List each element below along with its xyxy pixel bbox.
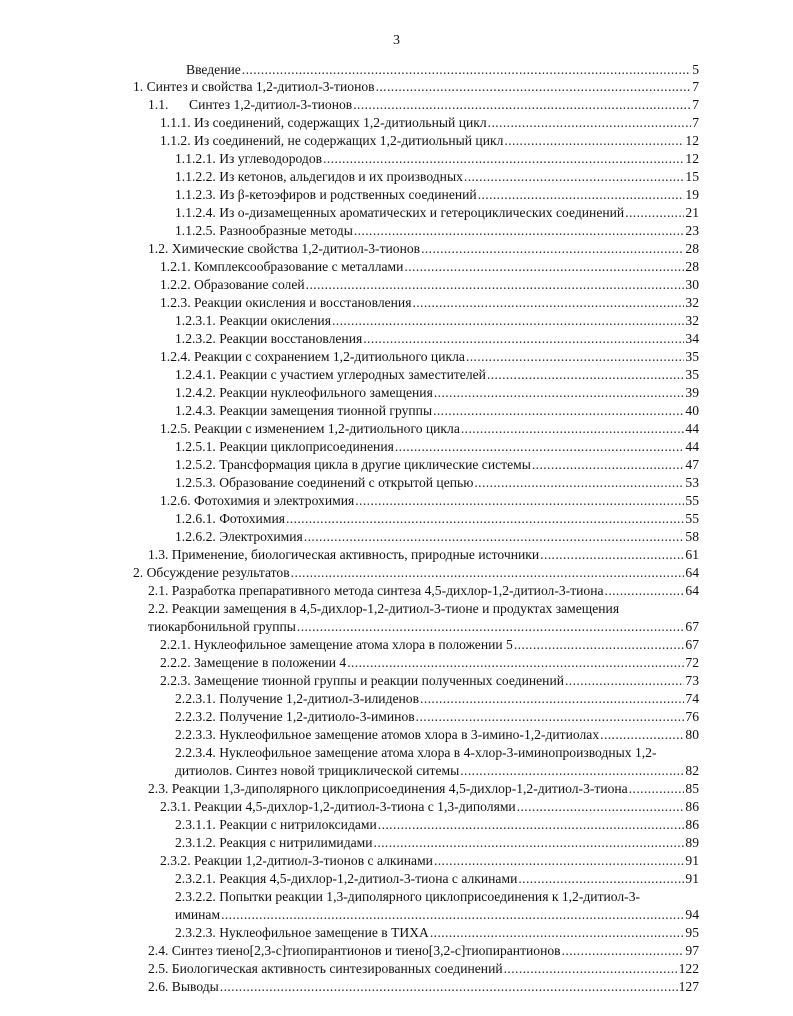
toc-page: 86 <box>685 817 699 832</box>
toc-page: 127 <box>678 979 699 994</box>
toc-page: 44 <box>685 439 699 454</box>
toc-leader <box>605 582 685 600</box>
toc-page: 19 <box>685 187 699 202</box>
toc-entry <box>175 204 699 222</box>
toc-entry <box>175 690 699 708</box>
toc-entry <box>160 636 699 654</box>
toc-page: 7 <box>692 115 699 130</box>
toc-title: Реакции 1,2-дитиол-3-тионов с алкинами <box>194 853 433 868</box>
toc-page: 64 <box>685 583 699 598</box>
toc-entry <box>148 960 699 978</box>
toc-leader <box>460 762 684 780</box>
toc-leader <box>221 906 684 924</box>
toc-title: Получение 1,2-дитиол-3-илиденов <box>219 691 420 706</box>
toc-title: Фотохимия <box>219 511 285 526</box>
toc-leader <box>562 942 685 960</box>
toc-page: 34 <box>685 331 699 346</box>
toc-title: Химические свойства 1,2-дитиол-3-тионов <box>171 241 421 256</box>
toc-leader <box>374 834 685 852</box>
toc-leader <box>504 132 684 150</box>
toc-page: 95 <box>685 925 699 940</box>
toc-number: 1.2.5.2. <box>175 457 216 472</box>
toc-leader <box>242 61 691 79</box>
toc-title: Реакция 4,5-дихлор-1,2-дитиол-3-тиона с алкинами <box>219 871 518 886</box>
toc-entry <box>175 150 699 168</box>
toc-leader <box>286 510 684 528</box>
toc-leader <box>378 816 685 834</box>
toc-page: 47 <box>685 457 699 472</box>
toc-title: Из соединений, содержащих 1,2-дитиольный цикл <box>194 115 487 130</box>
toc-page: 122 <box>678 961 699 976</box>
toc-leader <box>355 492 684 510</box>
toc-leader <box>464 168 685 186</box>
toc-entry <box>175 906 699 924</box>
toc-entry <box>160 420 699 438</box>
toc-leader <box>466 348 685 366</box>
toc-title: Реакции 1,3-диполярного циклоприсоединения 4,5-дихлор-1,2-дитиол-3-тиона <box>171 781 628 796</box>
toc-entry <box>186 61 699 79</box>
toc-entry <box>160 348 699 366</box>
toc-page: 35 <box>685 367 699 382</box>
toc-number: 1.1.2.5. <box>175 223 216 238</box>
toc-number: 1.1.2.1. <box>175 151 216 166</box>
toc-number: 2.2.3.2. <box>175 709 216 724</box>
toc-leader <box>291 564 685 582</box>
toc-page: 7 <box>692 97 699 112</box>
toc-leader <box>416 708 685 726</box>
toc-number: 1.2.4.3. <box>175 403 216 418</box>
toc-title: Реакции с нитрилоксидами <box>219 817 377 832</box>
toc-number: 1.2.6.1. <box>175 511 216 526</box>
toc-leader <box>461 420 685 438</box>
toc-page: 91 <box>685 853 699 868</box>
toc-leader <box>474 474 684 492</box>
toc-entry-first-line <box>175 888 640 906</box>
toc-page: 89 <box>685 835 699 850</box>
toc-entry <box>148 582 699 600</box>
toc-title: Образование соединений с открытой цепью <box>219 475 474 490</box>
toc-leader <box>518 870 684 888</box>
toc-leader <box>353 96 691 114</box>
toc-leader <box>363 330 684 348</box>
toc-title: Реакция с нитрилимидами <box>219 835 373 850</box>
toc-leader <box>332 312 684 330</box>
toc-entry <box>148 978 699 996</box>
toc-number: 2.3. <box>148 781 169 796</box>
toc-number: 1.1.2.2. <box>175 169 216 184</box>
toc-title: Разработка препаративного метода синтеза 4,5-дихлор-1,2-дитиол-3-тиона <box>171 583 604 598</box>
toc-entry <box>148 942 699 960</box>
toc-number: 1.2.3.2. <box>175 331 216 346</box>
toc-leader <box>412 294 684 312</box>
toc-number: 2.2. <box>148 601 169 616</box>
toc-entry <box>175 366 699 384</box>
toc-title: Реакции окисления и восстановления <box>194 295 412 310</box>
toc-entry <box>175 762 699 780</box>
toc-entry <box>175 222 699 240</box>
toc-page: 39 <box>685 385 699 400</box>
toc-page: 28 <box>685 259 699 274</box>
toc-entry <box>175 726 699 744</box>
toc-page: 67 <box>685 637 699 652</box>
toc-number: 1.1.2.3. <box>175 187 216 202</box>
toc-title: Попытки реакции 1,3-диполярного циклоприсоединения к 1,2-дитиол-3- <box>219 889 641 904</box>
toc-number: 2.2.1. <box>160 637 191 652</box>
toc-title: Синтез тиено[2,3-c]тиопирантионов и тиено[3,2-c]тиопирантионов <box>171 943 561 958</box>
toc-title: Синтез 1,2-дитиол-3-тионов <box>189 97 353 112</box>
toc-page: 55 <box>685 511 699 526</box>
toc-page: 15 <box>685 169 699 184</box>
toc-title-continuation: дитиолов. Синтез новой трициклической ситемы <box>175 763 460 778</box>
toc-number: 1.2. <box>148 241 169 256</box>
toc-entry-first-line <box>175 744 656 762</box>
toc-page: 40 <box>685 403 699 418</box>
toc-page: 97 <box>685 943 699 958</box>
toc-page: 12 <box>685 133 699 148</box>
toc-page: 7 <box>692 79 699 94</box>
toc-entry <box>148 240 699 258</box>
toc-entry <box>175 708 699 726</box>
toc-page: 80 <box>685 727 699 742</box>
toc-page: 73 <box>685 673 699 688</box>
toc-title: Электрохимия <box>219 529 303 544</box>
toc-page: 5 <box>692 62 699 77</box>
toc-number: 1.2.4.2. <box>175 385 216 400</box>
toc-number: 2.2.3. <box>160 673 191 688</box>
toc-page: 64 <box>685 565 699 580</box>
toc-page: 86 <box>685 799 699 814</box>
toc-leader <box>532 456 685 474</box>
toc-page: 53 <box>685 475 699 490</box>
toc-page: 67 <box>685 619 699 634</box>
toc-leader <box>395 438 685 456</box>
toc-title: Выводы <box>171 979 219 994</box>
toc-entry <box>160 492 699 510</box>
toc-title: Введение <box>186 62 241 77</box>
toc-leader <box>517 798 685 816</box>
toc-page: 35 <box>685 349 699 364</box>
toc-entry <box>148 546 699 564</box>
toc-title: Реакции с участием углеродных заместителей <box>219 367 486 382</box>
toc-leader <box>629 780 685 798</box>
toc-number: 1.2.3. <box>160 295 191 310</box>
toc-entry <box>133 78 699 96</box>
toc-number: 1.2.6.2. <box>175 529 216 544</box>
toc-number: 2.5. <box>148 961 169 976</box>
toc-leader <box>376 78 692 96</box>
toc-entry <box>133 564 699 582</box>
toc-leader <box>220 978 678 996</box>
toc-number: 1.2.1. <box>160 259 191 274</box>
toc-number: 2.2.3.3. <box>175 727 216 742</box>
toc-title: Реакции с сохранением 1,2-дитиольного цикла <box>194 349 465 364</box>
toc-entry <box>148 618 699 636</box>
toc-page: 12 <box>685 151 699 166</box>
toc-page: 30 <box>685 277 699 292</box>
toc-page: 32 <box>685 313 699 328</box>
toc-title: Нуклеофильное замещение атомов хлора в 3-имино-1,2-дитиолах <box>219 727 600 742</box>
toc-entry <box>175 312 699 330</box>
toc-page: 32 <box>685 295 699 310</box>
toc-entry <box>175 816 699 834</box>
toc-number: 2.2.3.4. <box>175 745 216 760</box>
toc-title: Из кетонов, альдегидов и их производных <box>219 169 463 184</box>
toc-leader <box>323 150 684 168</box>
toc-title: Замещение тионной группы и реакции полученных соединений <box>194 673 564 688</box>
toc-title: Из углеводородов <box>219 151 323 166</box>
toc-leader <box>625 204 684 222</box>
toc-leader <box>304 528 685 546</box>
toc-title: Реакции замещения в 4,5-дихлор-1,2-дитиол-3-тионе и продуктах замещения <box>171 601 620 616</box>
toc-leader <box>420 690 684 708</box>
toc-number: 2.3.2.3. <box>175 925 216 940</box>
toc-leader <box>354 222 685 240</box>
toc-title: Реакции нуклеофильного замещения <box>219 385 433 400</box>
toc-title: Из соединений, не содержащих 1,2-дитиольный цикл <box>194 133 504 148</box>
toc-number: 2.3.2.2. <box>175 889 216 904</box>
toc-leader <box>434 384 685 402</box>
toc-leader <box>478 186 685 204</box>
toc-leader <box>565 672 684 690</box>
toc-number: 1. <box>133 79 144 94</box>
toc-entry <box>148 780 699 798</box>
toc-leader <box>297 618 685 636</box>
toc-entry <box>175 168 699 186</box>
toc-number: 2.2.2. <box>160 655 191 670</box>
toc-number: 2.4. <box>148 943 169 958</box>
toc-title-continuation: иминам <box>175 907 221 922</box>
toc-title: Комплексообразование с металлами <box>194 259 404 274</box>
toc-title: Образование солей <box>194 277 305 292</box>
toc-number: 1.2.4. <box>160 349 191 364</box>
toc-page: 76 <box>685 709 699 724</box>
toc-leader <box>514 636 685 654</box>
toc-entry <box>160 654 699 672</box>
toc-title: Реакции с изменением 1,2-дитиольного цикла <box>194 421 460 436</box>
toc-entry <box>160 132 699 150</box>
toc-title: Обсуждение результатов <box>146 565 290 580</box>
toc-entry <box>175 924 699 942</box>
toc-entry <box>175 186 699 204</box>
toc-leader <box>433 402 684 420</box>
toc-leader <box>504 960 678 978</box>
toc-page: 85 <box>685 781 699 796</box>
toc-page: 82 <box>685 763 699 778</box>
toc-number: 1.2.5.3. <box>175 475 216 490</box>
toc-page: 44 <box>685 421 699 436</box>
page-number: 3 <box>393 33 400 48</box>
toc-leader <box>434 852 684 870</box>
toc-entry <box>160 276 699 294</box>
toc-title: Разнообразные методы <box>219 223 353 238</box>
toc-number: 2.3.1.1. <box>175 817 216 832</box>
toc-number: 2. <box>133 565 144 580</box>
toc-number: 1.2.3.1. <box>175 313 216 328</box>
toc-number: 1.1.2. <box>160 133 191 148</box>
toc-number: 2.1. <box>148 583 169 598</box>
toc-leader <box>487 366 684 384</box>
toc-leader <box>404 258 684 276</box>
toc-title: Нуклеофильное замещение в ТИХА <box>219 925 429 940</box>
toc-leader <box>421 240 684 258</box>
toc-number: 2.3.2. <box>160 853 191 868</box>
toc-page: 23 <box>685 223 699 238</box>
toc-title: Реакции восстановления <box>219 331 363 346</box>
toc-page: 74 <box>685 691 699 706</box>
toc-entry <box>160 852 699 870</box>
toc-entry <box>175 528 699 546</box>
toc-leader <box>430 924 685 942</box>
toc-number: 2.2.3.1. <box>175 691 216 706</box>
toc-number: 2.3.2.1. <box>175 871 216 886</box>
toc-entry <box>175 402 699 420</box>
toc-entry <box>160 258 699 276</box>
toc-entry <box>148 96 699 114</box>
toc-entry <box>160 672 699 690</box>
toc-entry <box>175 384 699 402</box>
toc-leader <box>306 276 685 294</box>
toc-leader <box>488 114 692 132</box>
toc-title: Реакции циклоприсоединения <box>219 439 394 454</box>
toc-page: 61 <box>685 547 699 562</box>
toc-number: 1.3. <box>148 547 169 562</box>
toc-leader <box>600 726 684 744</box>
toc-title: Из β-кетоэфиров и родственных соединений <box>219 187 477 202</box>
toc-number: 2.6. <box>148 979 169 994</box>
toc-title: Реакции замещения тионной группы <box>219 403 433 418</box>
toc-title-continuation: тиокарбонильной группы <box>148 619 296 634</box>
toc-number: 1.1.1. <box>160 115 191 130</box>
toc-number: 1.2.6. <box>160 493 191 508</box>
toc-page: 55 <box>685 493 699 508</box>
toc-entry <box>175 870 699 888</box>
toc-entry <box>175 510 699 528</box>
toc-title: Применение, биологическая активность, природные источники <box>171 547 540 562</box>
toc-entry <box>175 330 699 348</box>
toc-number: 1.2.2. <box>160 277 191 292</box>
toc-page: 91 <box>685 871 699 886</box>
toc-leader <box>540 546 684 564</box>
toc-number: 1.2.4.1. <box>175 367 216 382</box>
toc-entry <box>160 294 699 312</box>
toc-page: 72 <box>685 655 699 670</box>
toc-entry <box>175 438 699 456</box>
toc-entry <box>160 798 699 816</box>
toc-entry-first-line <box>148 600 619 618</box>
toc-title: Замещение в положении 4 <box>194 655 347 670</box>
toc-leader <box>347 654 684 672</box>
toc-page: 28 <box>685 241 699 256</box>
toc-title: Реакции окисления <box>219 313 331 328</box>
toc-page: 58 <box>685 529 699 544</box>
toc-page: 21 <box>685 205 699 220</box>
toc-title: Нуклеофильное замещение атома хлора в 4-хлор-3-иминопроизводных 1,2- <box>219 745 657 760</box>
toc-title: Фотохимия и электрохимия <box>194 493 355 508</box>
toc-title: Биологическая активность синтезированных соединений <box>171 961 503 976</box>
toc-title: Реакции 4,5-дихлор-1,2-дитиол-3-тиона с 1,3-диполями <box>194 799 516 814</box>
toc-entry <box>160 114 699 132</box>
toc-number: 1.1. <box>148 97 169 112</box>
toc-number: 1.2.5.1. <box>175 439 216 454</box>
toc-number: 1.2.5. <box>160 421 191 436</box>
toc-title: Нуклеофильное замещение атома хлора в положении 5 <box>194 637 513 652</box>
toc-title: Трансформация цикла в другие циклические системы <box>219 457 531 472</box>
toc-title: Из о-дизамещенных ароматических и гетероциклических соединений <box>219 205 625 220</box>
toc-entry <box>175 474 699 492</box>
toc-title: Синтез и свойства 1,2-дитиол-3-тионов <box>146 79 375 94</box>
toc-page: 94 <box>685 907 699 922</box>
toc-entry <box>175 456 699 474</box>
toc-number: 2.3.1.2. <box>175 835 216 850</box>
toc-number: 1.1.2.4. <box>175 205 216 220</box>
toc-title: Получение 1,2-дитиоло-3-иминов <box>219 709 415 724</box>
toc-entry <box>175 834 699 852</box>
toc-number: 2.3.1. <box>160 799 191 814</box>
